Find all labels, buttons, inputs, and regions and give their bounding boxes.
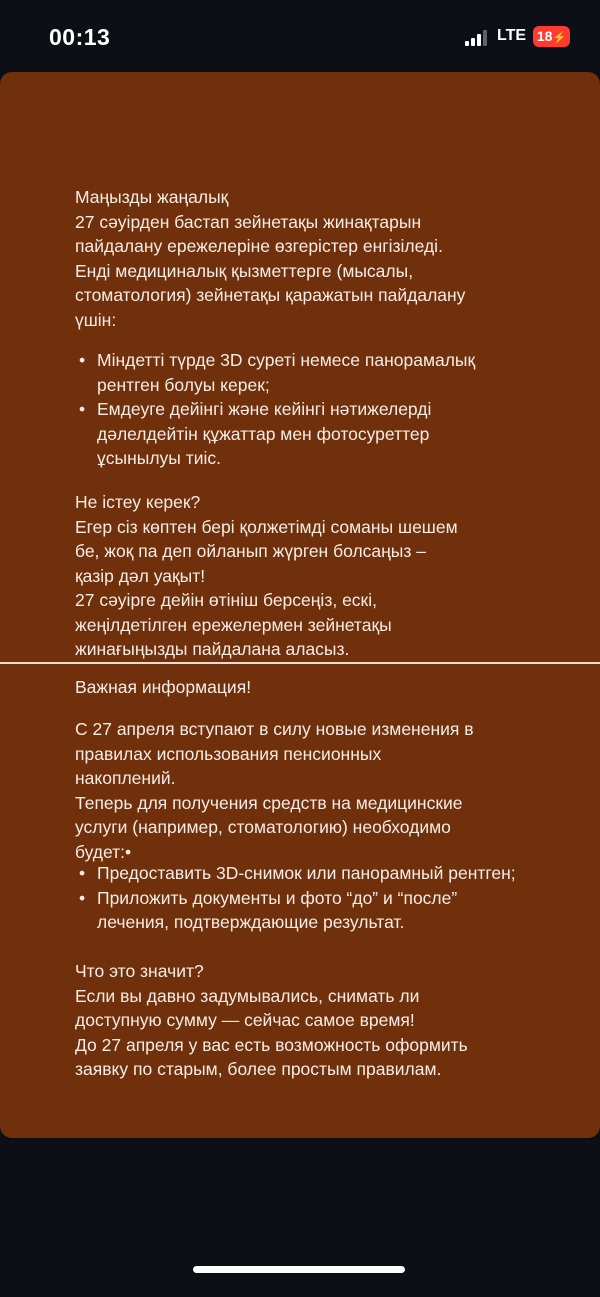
ru-answer-line: До 27 апреля у вас есть возможность оформить — [75, 1034, 468, 1055]
kz-answer-line: қазір дәл уақыт! — [75, 565, 206, 586]
kz-intro-line: Енді медициналық қызметтерге (мысалы, — [75, 260, 414, 281]
ru-answer-line: доступную сумму — сейчас самое время! — [75, 1010, 415, 1030]
network-type-label: LTE — [497, 27, 527, 44]
ru-intro-line: услуги (например, стоматологию) необходимо — [75, 817, 451, 837]
list-item: • Емдеуге дейінгі және кейінгі нәтижелерді дәлелдейтін құжаттар мен фотосуреттер ұсынылуы тиіс. — [77, 397, 517, 471]
kz-question: Не істеу керек? — [75, 492, 201, 512]
kz-answer-line: бе, жоқ па деп ойланып жүрген болсаңыз – — [75, 541, 426, 561]
kz-requirements-list — [77, 348, 517, 471]
ru-intro-line: правилах использования пенсионных — [75, 743, 382, 764]
kz-intro-line: стоматология) зейнетақы қаражатын пайдалану — [75, 285, 466, 305]
ru-title-section — [75, 675, 545, 700]
kz-intro-line: үшін: — [75, 309, 117, 330]
kz-intro-section — [75, 185, 545, 332]
kz-answer-line: Егер сіз көптен бері қолжетімді соманы шешем — [75, 516, 458, 537]
kz-intro-line: пайдалану ережелеріне өзгерістер енгізіледі. — [75, 236, 443, 256]
list-item: • Предоставить 3D-снимок или панорамный рентген; — [77, 861, 517, 886]
language-divider — [0, 662, 600, 664]
kz-action-section — [75, 490, 545, 662]
status-bar — [0, 0, 600, 72]
cellular-signal-icon — [465, 30, 489, 46]
ru-question: Что это значит? — [75, 961, 204, 981]
ru-answer-line: заявку по старым, более простым правилам. — [75, 1059, 442, 1079]
list-item: • Приложить документы и фото “до” и “после” лечения, подтверждающие результат. — [77, 886, 517, 935]
ru-intro-section — [75, 717, 545, 864]
ru-title: Важная информация! — [75, 677, 252, 697]
ru-intro-line: накоплений. — [75, 768, 176, 788]
post-card — [0, 72, 600, 1138]
battery-level: 18 — [536, 28, 553, 44]
kz-answer-line: жеңілдетілген ережелермен зейнетақы — [75, 614, 392, 635]
ru-intro-line: Теперь для получения средств на медицинские — [75, 792, 463, 813]
status-time: 00:13 — [49, 24, 111, 50]
ru-requirements-list — [77, 861, 517, 935]
kz-title: Маңызды жаңалық — [75, 187, 229, 207]
ru-action-section — [75, 959, 545, 1082]
home-indicator[interactable] — [193, 1266, 405, 1273]
kz-answer-line: жинағыңызды пайдалана аласыз. — [75, 639, 350, 659]
ru-intro-line: С 27 апреля вступают в силу новые изменения в — [75, 719, 474, 739]
list-item: • Міндетті түрде 3D суреті немесе панорамалық рентген болуы керек; — [77, 348, 517, 397]
ru-intro-line: будет:• — [75, 841, 132, 862]
kz-answer-line: 27 сәуірге дейін өтініш берсеңіз, ескі, — [75, 590, 377, 610]
ru-answer-line: Если вы давно задумывались, снимать ли — [75, 985, 420, 1006]
battery-charging-icon: 18⚡ — [533, 26, 570, 47]
kz-intro-line: 27 сәуірден бастап зейнетақы жинақтарын — [75, 211, 422, 232]
